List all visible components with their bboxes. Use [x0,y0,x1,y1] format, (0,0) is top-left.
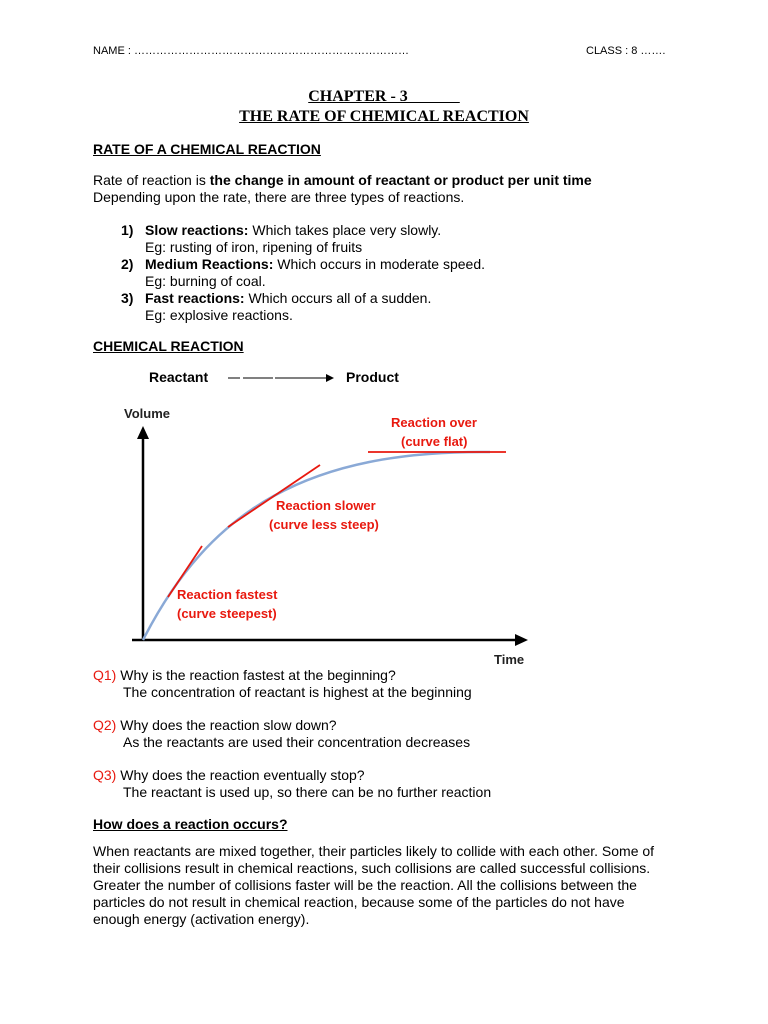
question-text: Why does the reaction eventually stop? [116,767,365,783]
list-term: Fast reactions: [145,290,245,306]
section-heading-chemical-reaction: CHEMICAL REACTION [93,338,244,354]
annotation-fastest-line2: (curve steepest) [177,606,277,621]
list-example: Eg: explosive reactions. [145,307,293,323]
section-heading-how-reaction-occurs: How does a reaction occurs? [93,816,288,832]
chapter-title: CHAPTER - 3 [308,88,460,105]
product-label: Product [346,369,399,385]
question-label: Q1) [93,667,117,683]
y-axis-label: Volume [124,406,170,421]
reactant-label: Reactant [149,369,209,385]
question-1 [93,667,396,684]
list-number: 2) [121,256,134,272]
question-label: Q2) [93,717,117,733]
class-field-label: CLASS : 8 ……. [586,45,666,57]
list-body [145,290,431,307]
annotation-slower-line2: (curve less steep) [269,517,379,532]
list-example: Eg: burning of coal. [145,273,266,289]
question-2 [93,717,337,734]
list-number: 3) [121,290,134,306]
x-axis-arrow-icon [515,634,528,646]
annotation-over-line1: Reaction over [391,415,477,430]
list-term: Slow reactions: [145,222,249,238]
answer-3: The reactant is used up, so there can be no further reaction [123,784,492,800]
reaction-arrow-icon [226,370,338,386]
question-text: Why does the reaction slow down? [116,717,337,733]
document-title: THE RATE OF CHEMICAL REACTION [239,108,529,125]
question-3 [93,767,365,784]
list-term: Medium Reactions: [145,256,274,272]
list-desc: Which occurs all of a sudden. [244,290,432,306]
question-text: Why is the reaction fastest at the beginning? [116,667,396,683]
name-field-label: NAME : ………………………………………………………………… [93,45,409,57]
intro-text: Rate of reaction is [93,172,210,188]
list-item [121,222,571,239]
list-body [145,256,485,273]
list-item [121,290,571,307]
x-axis-label: Time [494,652,525,667]
list-item [121,256,571,273]
list-number: 1) [121,222,134,238]
annotation-slower-line1: Reaction slower [276,498,376,513]
intro-line-1 [93,172,592,189]
annotation-fastest-line1: Reaction fastest [177,587,278,602]
list-example: Eg: rusting of iron, ripening of fruits [145,239,363,255]
list-desc: Which occurs in moderate speed. [273,256,486,272]
list-desc: Which takes place very slowly. [248,222,442,238]
collision-paragraph: When reactants are mixed together, their particles likely to collide with each other. Some of their collisions result in chemical reactions, such collisions are called successful collisions. Greater the number of collisions faster will be the reaction. All the collisions between the particles do not result in chemical reaction, because some of the particles do not have enough energy (activation energy). [93,843,655,927]
reaction-rate-chart [110,398,540,670]
question-label: Q3) [93,767,117,783]
y-axis-arrow-icon [137,426,149,439]
annotation-over-line2: (curve flat) [401,434,468,449]
intro-definition: the change in amount of reactant or product per unit time [209,172,592,188]
intro-line-2: Depending upon the rate, there are three types of reactions. [93,189,465,205]
list-body [145,222,441,239]
answer-2: As the reactants are used their concentration decreases [123,734,471,750]
section-heading-rate: RATE OF A CHEMICAL REACTION [93,141,321,157]
answer-1: The concentration of reactant is highest at the beginning [123,684,472,700]
